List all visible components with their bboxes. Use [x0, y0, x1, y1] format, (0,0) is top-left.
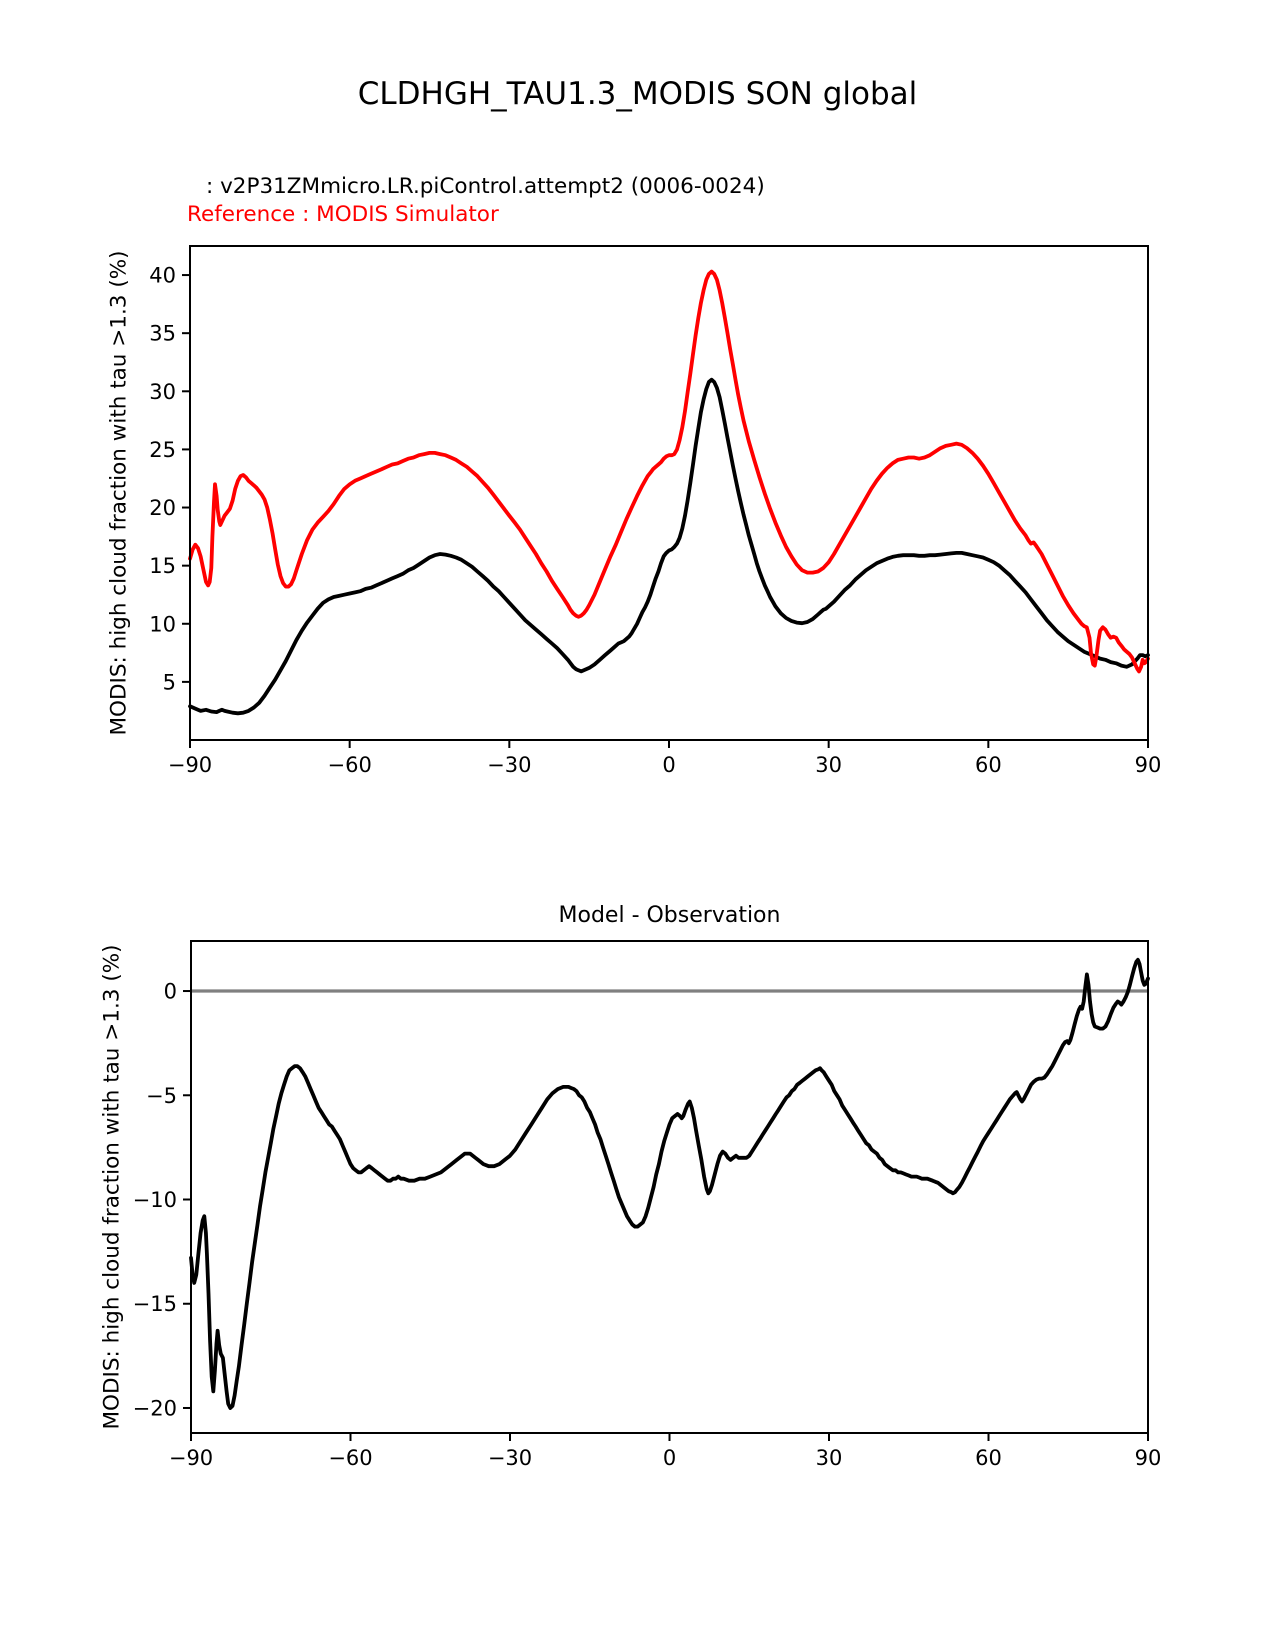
y-tick-label: −10: [132, 1188, 177, 1213]
x-tick-label: 90: [1134, 1446, 1162, 1470]
y-tick-label: 30: [149, 379, 176, 404]
x-tick-label: −90: [167, 753, 213, 777]
series-line: [190, 380, 1148, 714]
x-tick-label: 60: [974, 753, 1002, 777]
x-tick-label: 30: [815, 753, 843, 777]
series-line: [191, 960, 1148, 1408]
y-tick-label: −20: [132, 1396, 177, 1421]
top-chart-ylabel: MODIS: high cloud fraction with tau >1.3 (%): [106, 250, 132, 736]
axes-frame: [190, 246, 1148, 740]
y-tick-label: −15: [132, 1292, 177, 1317]
y-tick-label: −5: [146, 1083, 177, 1108]
difference-chart-title: Model - Observation: [558, 903, 781, 928]
y-tick-label: 40: [149, 263, 176, 288]
y-tick-label: 15: [149, 554, 176, 579]
y-tick-label: 10: [149, 612, 176, 637]
x-tick-label: −30: [487, 1446, 533, 1470]
series-line: [190, 272, 1148, 672]
figure-title: CLDHGH_TAU1.3_MODIS SON global: [357, 76, 918, 112]
y-tick-label: 0: [163, 979, 177, 1004]
x-tick-label: −30: [487, 753, 532, 777]
y-tick-label: 25: [149, 437, 176, 462]
x-tick-label: −90: [168, 1446, 214, 1470]
x-tick-label: 0: [662, 753, 676, 777]
x-tick-label: −60: [328, 1446, 373, 1470]
x-tick-label: 0: [662, 1446, 677, 1470]
x-tick-label: 60: [975, 1446, 1002, 1470]
x-tick-label: 90: [1134, 753, 1162, 777]
y-tick-label: 5: [162, 670, 176, 695]
y-tick-label: 20: [149, 496, 176, 521]
top-chart: [149, 246, 1162, 777]
legend-model-label: : v2P31ZMmicro.LR.piControl.attempt2 (0006-0024): [206, 174, 765, 199]
x-tick-label: −60: [327, 753, 372, 777]
difference-chart: [132, 941, 1162, 1470]
axes-frame: [191, 941, 1148, 1433]
y-tick-label: 35: [149, 321, 176, 346]
x-tick-label: 30: [815, 1446, 843, 1470]
legend-reference-label: Reference : MODIS Simulator: [187, 202, 499, 227]
difference-chart-ylabel: MODIS: high cloud fraction with tau >1.3 (%): [99, 944, 125, 1430]
